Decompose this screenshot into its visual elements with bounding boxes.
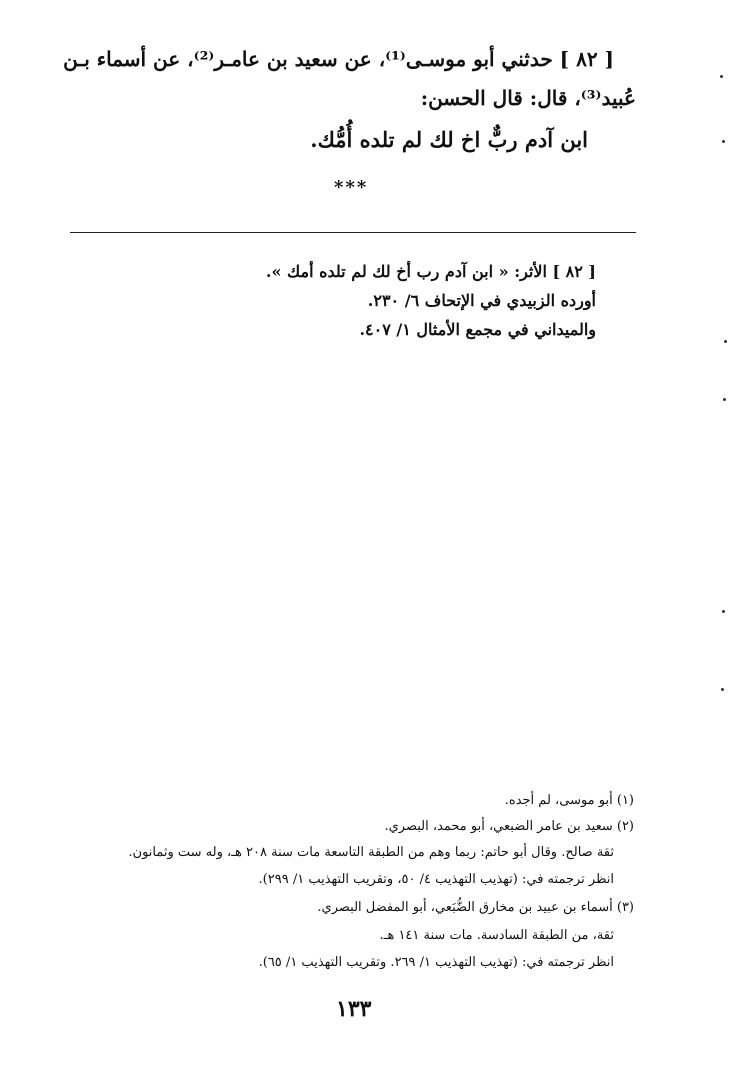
narration-line-1: [ ٨٢ ] حدثني أبو موسـى⁽¹⁾، عن سعيد بن عامـر⁽²⁾، عن أسماء بـن [63,47,614,71]
takhrij-line-3: والميداني في مجمع الأمثال ١/ ٤٠٧. [359,320,596,339]
section-separator: *** [334,177,369,198]
footnote-2-detail: ثقة صالح. وقال أبو حاتم: ربما وهم من الطبقة التاسعة مات سنة ٢٠٨ هـ، وله ست وثمانون. [128,845,614,860]
scan-speck [722,140,725,143]
footnote-2: (٢) سعيد بن عامر الضبعي، أبو محمد، البصري. [384,819,634,834]
footnote-3-reference: انظر ترجمته في: (تهذيب التهذيب ١/ ٢٦٩. وتقريب التهذيب ١/ ٦٥). [258,955,614,970]
scan-speck [720,75,723,78]
footnote-divider [70,232,636,233]
footnote-3: (٣) أسماء بن عبيد بن مخارق الضُّبَعي، أبو المفضل البصري. [317,900,634,915]
quoted-saying: ابن آدم ربٌّ اخ لك لم تلده أُمُّك. [310,127,588,152]
page-number: ١٣٣ [336,996,372,1022]
narration-line-2: عُبيد⁽³⁾، قال: قال الحسن: [420,86,636,110]
footnote-3-detail: ثقة، من الطبقة السادسة. مات سنة ١٤١ هـ. [379,928,614,943]
scan-speck [721,688,724,691]
takhrij-line-2: أورده الزبيدي في الإتحاف ٦/ ٢٣٠. [367,291,596,310]
takhrij-line-1: [ ٨٢ ] الأثر: « ابن آدم رب أخ لك لم تلده أمك ». [265,262,596,281]
scan-speck [723,398,726,401]
footnote-2-reference: انظر ترجمته في: (تهذيب التهذيب ٤/ ٥٠، وتقريب التهذيب ١/ ٢٩٩). [258,872,614,887]
scan-speck [722,610,725,613]
footnote-1: (١) أبو موسى، لم أجده. [504,793,634,808]
scan-speck [724,340,727,343]
